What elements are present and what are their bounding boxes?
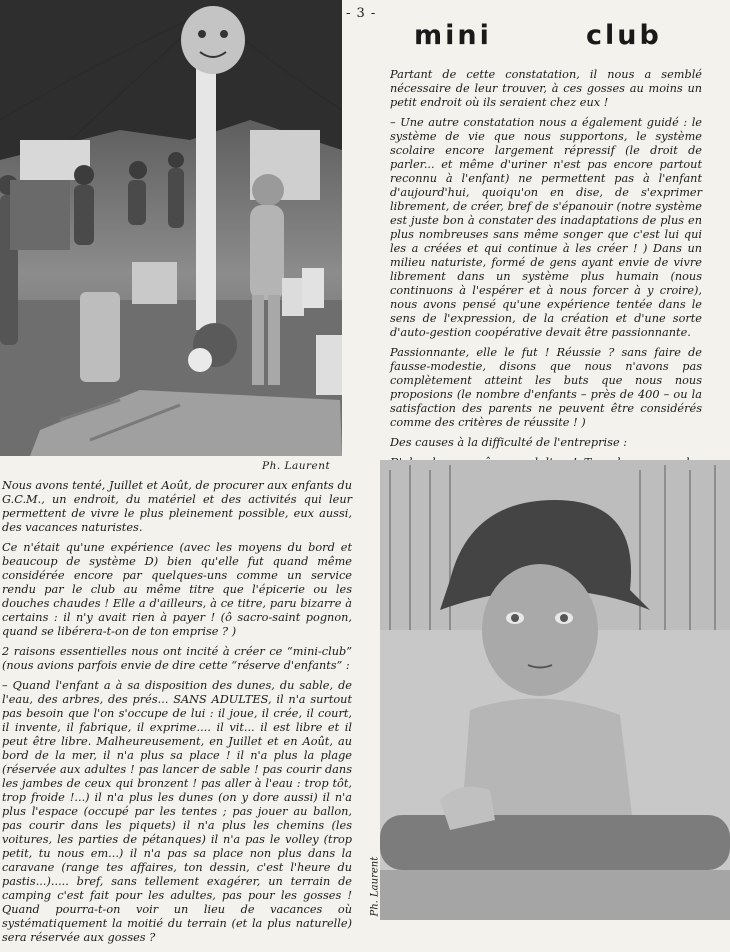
masthead (414, 20, 704, 54)
paragraph: – Quand l'enfant a à sa disposition des dunes, du sable, de l'eau, des arbres, des prés... SANS ADULTES, il n'a surtout pas besoin que l'on s'occupe de lui : il joue, il crée, il court, il invente, il fabrique, il exprime.... il vit... il est libre et il peut être libre. Malheureusement, en Juillet et en Août, au bord de la mer, il n'a plus sa place ! il n'a plus la plage (réservée aux adultes ! pas lancer de sable ! pas courir dans les jambes de ceux qui bronzent ! pas aller à l'eau : trop tôt, trop froide !...) il n'a plus les dunes (on y dore aussi) il n'a plus l'espace (occupé par les tentes ; pas jouer au ballon, pas courir dans les piquets) il n'a plus les chemins (les voitures, les parties de pétanques) il n'a pas le volley (trop petit, tu nous em...) il n'a pas sa place non plus dans la caravane (range tes affaires, ton dessin, c'est l'heure du pastis...)..... bref, sans tellement exagérer, un terrain de camping c'est fait pour les adultes, pas pour les gosses ! Quand pourra-t-on voir un lieu de vacances où systématiquement la moitié du terrain (et la plus naturelle) sera réservée aux gosses ? (2, 679, 352, 944)
paragraph: Passionnante, elle le fut ! Réussie ? sans faire de fausse-modestie, disons que nous n'avons pas complètement atteint les buts que nous nous proposions (le nombre d'enfants – près de 400 – ou la satisfaction des parents ne peuvent être considérés comme des critères de réussite ! ) (390, 346, 702, 429)
photo-credit-bottom-rotated (368, 850, 382, 920)
photo-credit-top: Ph. Laurent (262, 460, 331, 472)
paragraph: Partant de cette constatation, il nous a semblé nécessaire de leur trouver, à ces gosses au moins un petit endroit où ils seraient chez eux ! (390, 68, 702, 109)
tent-photo (0, 0, 342, 456)
paragraph: – Une autre constatation nous a également guidé : le système de vie que nous supportons, le système scolaire encore largement répressif (le droit de parler... et même d'uriner n'est pas encore partout reconnu à l'enfant) ne permettent pas à l'enfant d'aujourd'hui, quoiqu'on en dise, de s'exprimer librement, de créer, bref de s'épanouir (notre système est juste bon à constater des inadaptations de plus en plus nombreuses sans même songer que c'est lui qui les a créées et qui continue à les créer ! ) Dans un milieu naturiste, formé de gens ayant envie de vivre librement dans un système plus humain (nous continuons à l'espérer et à nous forcer à y croire), nous avons pensé qu'une expérience tentée dans le sens de l'expression, de la création et d'une sorte d'auto-gestion coopérative devait être passionnante. (390, 116, 702, 339)
left-column-text (2, 479, 352, 951)
paragraph: 2 raisons essentielles nous ont incité à créer ce “mini-club” (nous avions parfois envie de dire cette “réserve d'enfants” : (2, 645, 352, 672)
paragraph: Nous avons tenté, Juillet et Août, de procurer aux enfants du G.C.M., un endroit, du matériel et des activités qui leur permettent de vivre le plus pleinement possible, eux aussi, des vacances naturistes. (2, 479, 352, 534)
paragraph: Des causes à la difficulté de l'entreprise : (390, 436, 628, 449)
page-number: - 3 - (346, 6, 377, 21)
child-portrait-photo (380, 460, 730, 920)
paragraph: Ce n'était qu'une expérience (avec les moyens du bord et beaucoup de système D) bien qu'elle fut quand même considérée encore par quelques-uns comme un service rendu par le club au même titre que l'épicerie ou les douches chaudes ! Elle a d'ailleurs, à ce titre, paru bizarre à certains : il n'y avait rien à payer ! (ô sacro-saint pognon, quand se libérera-t-on de ton emprise ? ) (2, 541, 352, 638)
masthead-word-club: club (586, 20, 662, 51)
photo-credit-bottom: Ph. Laurent (369, 856, 381, 917)
right-column-text (390, 68, 702, 518)
masthead-word-mini: mini (414, 20, 492, 51)
